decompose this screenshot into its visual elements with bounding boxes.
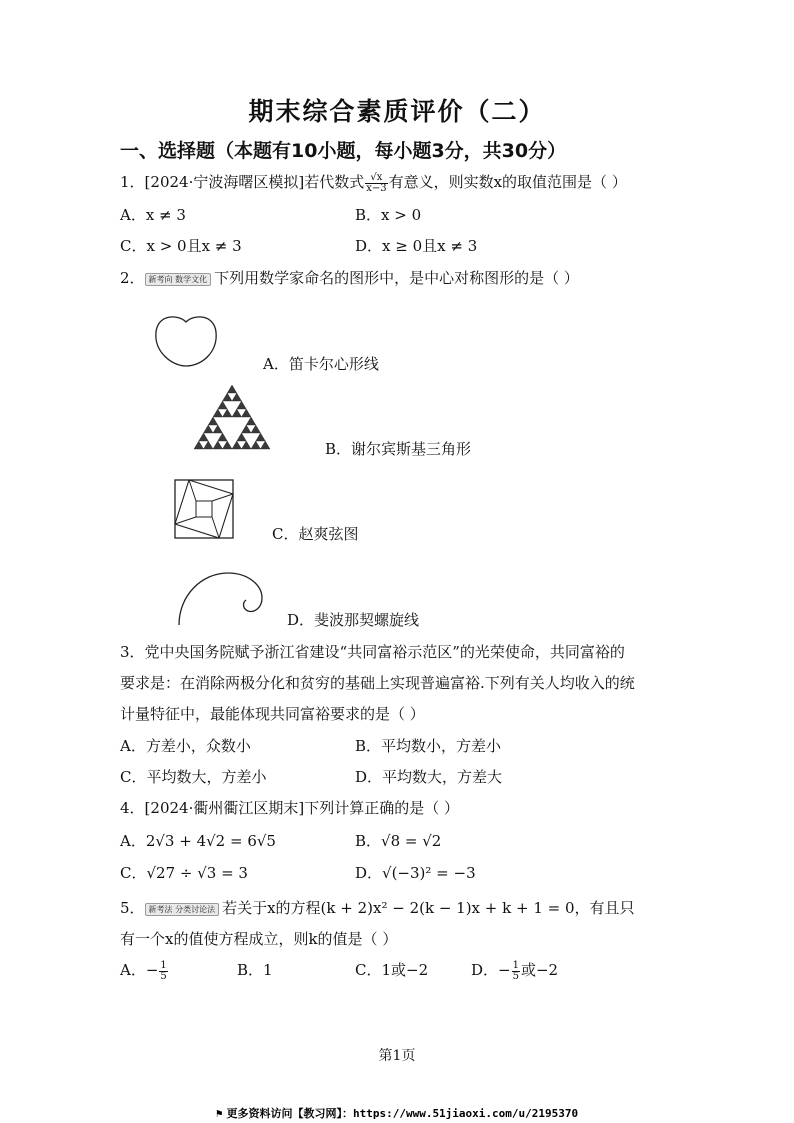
sierpinski-cell <box>218 401 228 409</box>
q5-optD-label: D．− <box>471 961 511 979</box>
q5-optD-frac-num: 1 <box>512 959 519 971</box>
sierpinski-cell <box>208 417 218 425</box>
q5-tag-2: 分类讨论法 <box>175 904 216 914</box>
q4-option-d: D．√(−3)² = −3 <box>355 864 476 882</box>
sierpinski-cell <box>237 433 247 441</box>
sierpinski-cell <box>223 393 233 401</box>
sierpinski-cell <box>246 417 256 425</box>
sierpinski-cell <box>227 385 237 393</box>
fibonacci-spiral-figure <box>172 565 268 627</box>
q4-option-a: A．2√3 + 4√2 = 6√5 <box>120 832 276 850</box>
q3-line-1: 3．党中央国务院赋予浙江省建设“共同富裕示范区”的光荣使命，共同富裕的 <box>120 643 625 661</box>
q3-line-2: 要求是：在消除两极分化和贫穷的基础上实现普遍富裕.下列有关人均收入的统 <box>120 674 635 692</box>
q2-tag-2: 数学文化 <box>175 274 208 284</box>
q2-option-a: A．笛卡尔心形线 <box>263 355 379 373</box>
sierpinski-cell <box>213 441 223 449</box>
q3-option-a: A．方差小，众数小 <box>120 737 251 755</box>
q5-optD-frac-den: 5 <box>512 970 519 982</box>
sierpinski-cell <box>251 441 261 449</box>
sierpinski-cell <box>256 433 266 441</box>
q4-option-b: B．√8 = √2 <box>355 832 442 850</box>
flag-icon: ⚑ <box>215 1107 223 1120</box>
sierpinski-cell <box>213 425 223 433</box>
footer-link[interactable] <box>0 1105 794 1121</box>
sierpinski-cell <box>242 425 252 433</box>
sierpinski-triangle-figure <box>192 383 272 451</box>
q2-tag <box>145 273 212 286</box>
q1-stem-pre: 1．[2024·宁波海曙区模拟]若代数式 <box>120 173 365 191</box>
sierpinski-cell <box>204 425 214 433</box>
q1-frac-num: √x <box>365 173 387 184</box>
page-number: 第1页 <box>378 1048 416 1064</box>
q5-optA-label: A．− <box>120 961 159 979</box>
q2-option-b: B．谢尔宾斯基三角形 <box>325 440 472 458</box>
sierpinski-cell <box>194 441 204 449</box>
q5-optA-frac-den: 5 <box>160 970 167 982</box>
q2-tag-1: 新考向 <box>148 274 173 284</box>
sierpinski-cell <box>223 441 233 449</box>
question-1-stem <box>120 172 627 194</box>
sierpinski-cell <box>213 409 223 417</box>
q3-option-b: B．平均数小，方差小 <box>355 737 502 755</box>
q5-tag-1: 新考法 <box>148 904 173 914</box>
q5-option-b: B．1 <box>237 961 273 979</box>
sierpinski-cell <box>242 441 252 449</box>
q1-option-c: C．x > 0且x ≠ 3 <box>120 237 242 255</box>
q2-option-d: D．斐波那契螺旋线 <box>287 611 420 629</box>
q4-stem: 4．[2024·衢州衢江区期末]下列计算正确的是（ ） <box>120 799 459 817</box>
sierpinski-cell <box>223 409 233 417</box>
q1-stem-post: 有意义，则实数x的取值范围是（ ） <box>388 173 627 191</box>
q5-stem-line-1: 若关于x的方程(k + 2)x² − 2(k − 1)x + k + 1 = 0，有且只 <box>222 899 635 917</box>
sierpinski-cell <box>204 441 214 449</box>
q4-option-c: C．√27 ÷ √3 = 3 <box>120 864 248 882</box>
sierpinski-cell <box>237 401 247 409</box>
q1-frac-den: x−3 <box>366 182 387 194</box>
section-title: 一、选择题（本题有10小题，每小题3分，共30分） <box>120 140 567 162</box>
q1-fraction <box>365 173 387 194</box>
q5-option-d <box>471 960 558 982</box>
sierpinski-cell <box>232 393 242 401</box>
q3-option-d: D．平均数大，方差大 <box>355 768 503 786</box>
q5-optA-fraction <box>159 961 167 982</box>
question-2-stem <box>120 268 579 288</box>
q5-optA-frac-num: 1 <box>160 959 167 971</box>
q3-line-3: 计量特征中，最能体现共同富裕要求的是（ ） <box>120 705 425 723</box>
q5-optD-fraction <box>512 961 520 982</box>
question-5-stem <box>120 898 635 918</box>
sierpinski-cell <box>218 433 228 441</box>
q5-optD-suffix: 或−2 <box>520 961 559 979</box>
sierpinski-cell <box>242 409 252 417</box>
q5-stem-line-2: 有一个x的值使方程成立，则k的值是（ ） <box>120 930 398 948</box>
q2-number: 2． <box>120 269 145 287</box>
q1-option-b: B．x > 0 <box>355 206 422 224</box>
cardioid-figure <box>150 312 222 370</box>
q5-option-a <box>120 960 169 982</box>
q3-option-c: C．平均数大，方差小 <box>120 768 267 786</box>
sierpinski-cell <box>199 433 209 441</box>
page-title: 期末综合素质评价（二） <box>248 97 546 126</box>
q1-option-d: D．x ≥ 0且x ≠ 3 <box>355 237 478 255</box>
sierpinski-cell <box>251 425 261 433</box>
q5-number: 5． <box>120 899 145 917</box>
q5-option-c: C．1或−2 <box>355 961 429 979</box>
q2-option-c: C．赵爽弦图 <box>272 525 359 543</box>
q2-stem-text: 下列用数学家命名的图形中，是中心对称图形的是（ ） <box>214 269 579 287</box>
sierpinski-cell <box>261 441 271 449</box>
zhao-shuang-diagram-figure <box>174 479 234 539</box>
sierpinski-cell <box>232 409 242 417</box>
q1-option-a: A．x ≠ 3 <box>120 206 186 224</box>
footer-link-text[interactable]: 更多资料访问【教习网】：https://www.51jiaoxi.com/u/2195370 <box>226 1107 579 1120</box>
q5-tag <box>145 903 220 916</box>
sierpinski-cell <box>232 441 242 449</box>
